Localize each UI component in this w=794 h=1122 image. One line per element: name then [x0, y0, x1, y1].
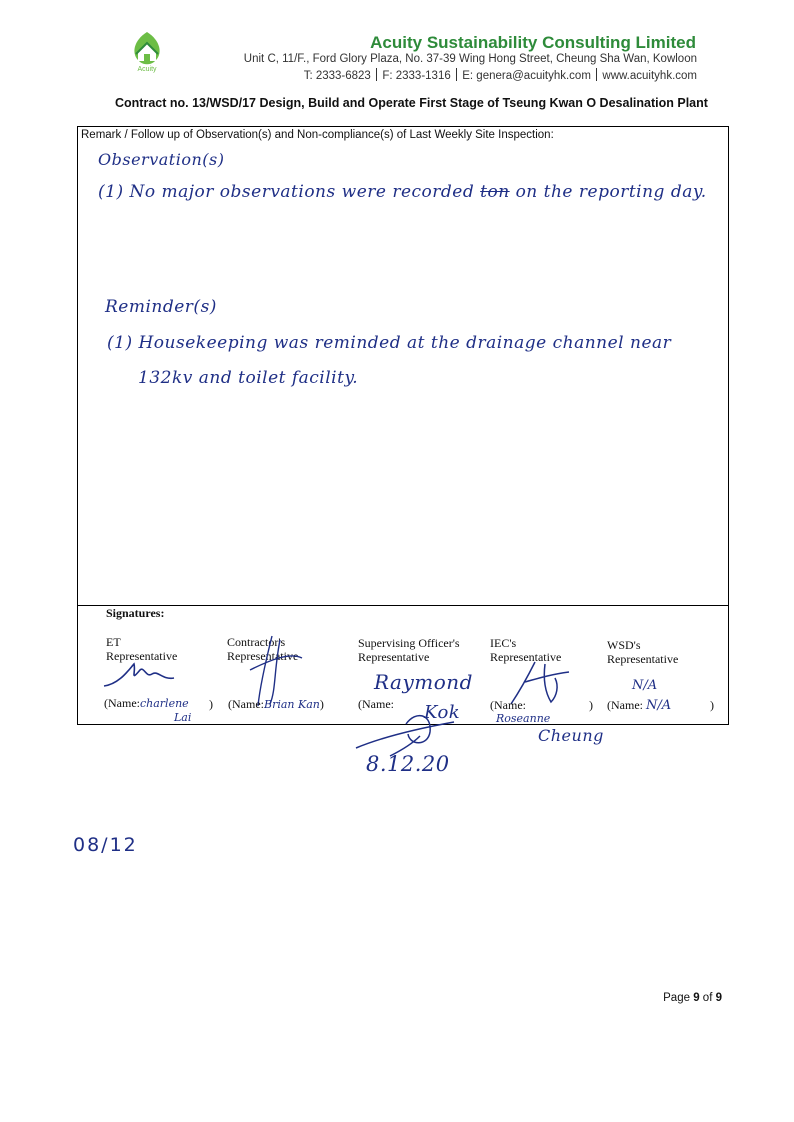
observation-item-1 — [98, 182, 707, 202]
so-role — [358, 636, 460, 664]
observation-1-text-b: on the reporting day. — [515, 182, 707, 202]
wsd-name — [607, 698, 671, 713]
wsd-signature-handwritten: N/A — [632, 678, 658, 693]
observation-1-struck: ton — [480, 182, 510, 202]
company-contact — [304, 68, 697, 82]
separator — [376, 68, 378, 81]
reminder-item-1-line2: 132kv and toilet facility. — [138, 368, 359, 388]
et-role-line1: ET — [106, 635, 121, 649]
iec-role-line2: Representative — [490, 650, 562, 664]
so-name-handwritten-2: Kok — [424, 702, 461, 723]
contractor-role-line2: Representative — [227, 649, 299, 663]
website: www.acuityhk.com — [602, 70, 697, 82]
so-name-prefix: (Name: — [358, 697, 394, 711]
so-signature — [350, 700, 460, 760]
wsd-name-handwritten: N/A — [645, 698, 672, 713]
contractor-role-line1: Contractor's — [227, 635, 286, 649]
observation-1-text-a: (1) No major observations were recorded — [98, 182, 475, 202]
so-name-handwritten: Raymond — [374, 670, 473, 694]
phone: T: 2333-6823 — [303, 70, 371, 82]
et-name-prefix: (Name: — [104, 696, 140, 710]
reminder-item-1-line1: (1) Housekeeping was reminded at the drainage channel near — [107, 333, 672, 353]
et-role-line2: Representative — [106, 649, 178, 663]
et-name-handwritten: charlene — [139, 697, 189, 710]
logo-text: Acuity — [137, 66, 157, 73]
iec-name-handwritten: Roseanne — [496, 712, 551, 725]
iec-name-handwritten-2: Cheung — [538, 726, 604, 745]
email: E: genera@acuityhk.com — [462, 70, 591, 82]
handwritten-date: 8.12.20 — [366, 752, 450, 776]
page-current: 9 — [693, 992, 700, 1004]
so-role-line1: Supervising Officer's — [358, 636, 460, 650]
iec-role-line1: IEC's — [490, 636, 517, 650]
page-middle: of — [699, 992, 716, 1004]
margin-note: 08/12 — [73, 834, 138, 856]
contract-title: Contract no. 13/WSD/17 Design, Build and Operate First Stage of Tseung Kwan O Desalination Plant — [115, 96, 708, 110]
wsd-close: ) — [710, 698, 714, 712]
et-name-handwritten-2: Lai — [174, 711, 192, 724]
wsd-role-line2: Representative — [607, 652, 679, 666]
fax: F: 2333-1316 — [382, 70, 451, 82]
contractor-name — [228, 697, 324, 712]
signature-divider — [78, 605, 728, 606]
et-signature — [100, 660, 180, 692]
separator — [456, 68, 458, 81]
separator — [596, 68, 598, 81]
page-total: 9 — [715, 992, 722, 1004]
iec-close: ) — [589, 698, 593, 712]
et-close: ) — [209, 697, 213, 711]
observations-heading: Observation(s) — [98, 150, 225, 169]
et-name — [104, 696, 189, 711]
contractor-close: ) — [319, 697, 324, 711]
company-address: Unit C, 11/F., Ford Glory Plaza, No. 37-39 Wing Hong Street, Cheung Sha Wan, Kowloon — [243, 53, 697, 65]
et-role — [106, 635, 177, 663]
company-logo — [122, 28, 172, 80]
wsd-name-prefix: (Name: — [607, 698, 643, 712]
signatures-title: Signatures: — [106, 606, 165, 620]
contractor-name-prefix: (Name: — [228, 697, 264, 711]
reminders-heading: Reminder(s) — [105, 297, 217, 317]
wsd-role-line1: WSD's — [607, 638, 641, 652]
page-number — [663, 992, 722, 1004]
iec-name-prefix: (Name: — [490, 698, 526, 712]
remark-label: Remark / Follow up of Observation(s) and Non-compliance(s) of Last Weekly Site Inspection: — [81, 129, 554, 141]
page-prefix: Page — [663, 992, 694, 1004]
contractor-name-handwritten: Brian Kan — [263, 698, 320, 711]
company-name: Acuity Sustainability Consulting Limited — [370, 33, 696, 52]
so-role-line2: Representative — [358, 650, 430, 664]
wsd-role — [607, 638, 678, 666]
